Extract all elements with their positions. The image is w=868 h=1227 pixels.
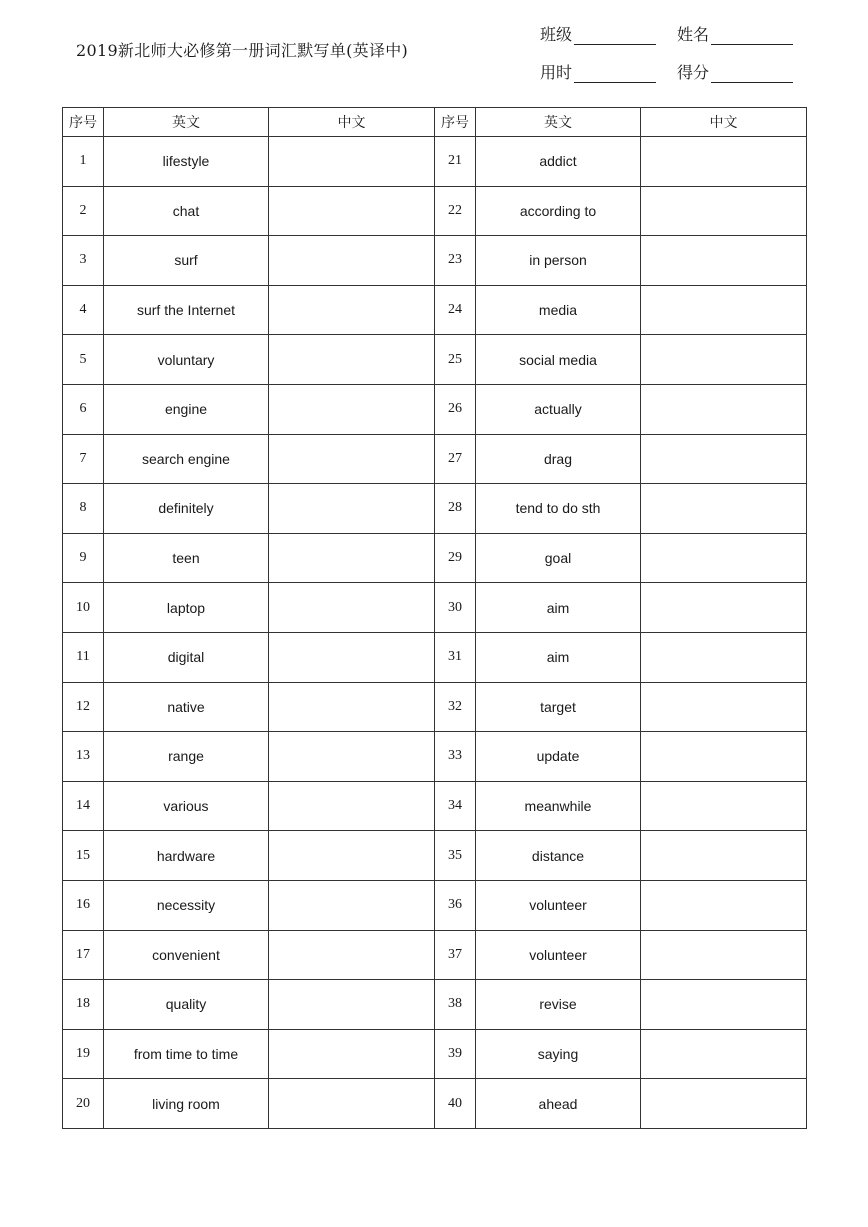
table-row — [63, 583, 807, 633]
chinese-answer-cell[interactable] — [269, 236, 435, 286]
table-row — [63, 980, 807, 1030]
page-title: 2019新北师大必修第一册词汇默写单(英译中) — [76, 41, 409, 60]
row-number: 39 — [435, 1029, 476, 1079]
row-number: 1 — [63, 137, 104, 187]
row-number: 11 — [63, 632, 104, 682]
time-label: 用时 — [540, 63, 573, 82]
chinese-answer-cell[interactable] — [641, 732, 807, 782]
chinese-answer-cell[interactable] — [641, 1079, 807, 1129]
chinese-answer-cell[interactable] — [641, 831, 807, 881]
chinese-answer-cell[interactable] — [269, 335, 435, 385]
class-blank[interactable] — [574, 27, 656, 45]
vocab-table — [62, 107, 807, 1129]
row-number: 40 — [435, 1079, 476, 1129]
table-row — [63, 533, 807, 583]
chinese-answer-cell[interactable] — [641, 186, 807, 236]
name-label: 姓名 — [677, 25, 710, 44]
row-number: 15 — [63, 831, 104, 881]
table-row — [63, 1079, 807, 1129]
english-word: teen — [104, 533, 269, 583]
english-word: chat — [104, 186, 269, 236]
english-word: hardware — [104, 831, 269, 881]
english-word: living room — [104, 1079, 269, 1129]
english-word: aim — [476, 583, 641, 633]
english-word: distance — [476, 831, 641, 881]
chinese-answer-cell[interactable] — [641, 682, 807, 732]
table-row — [63, 335, 807, 385]
chinese-answer-cell[interactable] — [269, 533, 435, 583]
table-row — [63, 632, 807, 682]
table-body — [63, 137, 807, 1129]
english-word: update — [476, 732, 641, 782]
english-word: necessity — [104, 880, 269, 930]
header-chinese-left: 中文 — [269, 108, 435, 137]
english-word: digital — [104, 632, 269, 682]
english-word: convenient — [104, 930, 269, 980]
row-number: 12 — [63, 682, 104, 732]
chinese-answer-cell[interactable] — [269, 384, 435, 434]
chinese-answer-cell[interactable] — [269, 980, 435, 1030]
row-number: 32 — [435, 682, 476, 732]
english-word: actually — [476, 384, 641, 434]
chinese-answer-cell[interactable] — [269, 1029, 435, 1079]
english-word: lifestyle — [104, 137, 269, 187]
table-row — [63, 186, 807, 236]
class-field — [540, 22, 656, 45]
table-row — [63, 484, 807, 534]
english-word: media — [476, 285, 641, 335]
row-number: 30 — [435, 583, 476, 633]
english-word: surf — [104, 236, 269, 286]
chinese-answer-cell[interactable] — [269, 930, 435, 980]
english-word: engine — [104, 384, 269, 434]
row-number: 20 — [63, 1079, 104, 1129]
chinese-answer-cell[interactable] — [641, 980, 807, 1030]
name-field — [677, 22, 793, 45]
chinese-answer-cell[interactable] — [641, 484, 807, 534]
english-word: volunteer — [476, 930, 641, 980]
chinese-answer-cell[interactable] — [269, 1079, 435, 1129]
english-word: revise — [476, 980, 641, 1030]
chinese-answer-cell[interactable] — [641, 384, 807, 434]
class-label: 班级 — [540, 25, 573, 44]
english-word: native — [104, 682, 269, 732]
chinese-answer-cell[interactable] — [269, 831, 435, 881]
chinese-answer-cell[interactable] — [269, 632, 435, 682]
chinese-answer-cell[interactable] — [269, 880, 435, 930]
table-row — [63, 930, 807, 980]
row-number: 29 — [435, 533, 476, 583]
chinese-answer-cell[interactable] — [269, 732, 435, 782]
table-row — [63, 434, 807, 484]
chinese-answer-cell[interactable] — [269, 186, 435, 236]
chinese-answer-cell[interactable] — [641, 434, 807, 484]
chinese-answer-cell[interactable] — [641, 335, 807, 385]
english-word: social media — [476, 335, 641, 385]
name-blank[interactable] — [711, 27, 793, 45]
english-word: quality — [104, 980, 269, 1030]
row-number: 22 — [435, 186, 476, 236]
row-number: 13 — [63, 732, 104, 782]
english-word: aim — [476, 632, 641, 682]
chinese-answer-cell[interactable] — [641, 781, 807, 831]
row-number: 18 — [63, 980, 104, 1030]
row-number: 35 — [435, 831, 476, 881]
row-number: 6 — [63, 384, 104, 434]
english-word: in person — [476, 236, 641, 286]
english-word: definitely — [104, 484, 269, 534]
english-word: target — [476, 682, 641, 732]
chinese-answer-cell[interactable] — [269, 484, 435, 534]
row-number: 3 — [63, 236, 104, 286]
row-number: 8 — [63, 484, 104, 534]
english-word: drag — [476, 434, 641, 484]
english-word: according to — [476, 186, 641, 236]
row-number: 34 — [435, 781, 476, 831]
chinese-answer-cell[interactable] — [641, 285, 807, 335]
header-num-right: 序号 — [435, 108, 476, 137]
table-row — [63, 831, 807, 881]
table-row — [63, 137, 807, 187]
header-english-right: 英文 — [476, 108, 641, 137]
row-number: 27 — [435, 434, 476, 484]
row-number: 31 — [435, 632, 476, 682]
english-word: goal — [476, 533, 641, 583]
english-word: meanwhile — [476, 781, 641, 831]
english-word: laptop — [104, 583, 269, 633]
row-number: 4 — [63, 285, 104, 335]
row-number: 33 — [435, 732, 476, 782]
chinese-answer-cell[interactable] — [641, 533, 807, 583]
row-number: 5 — [63, 335, 104, 385]
table-row — [63, 732, 807, 782]
english-word: volunteer — [476, 880, 641, 930]
english-word: surf the Internet — [104, 285, 269, 335]
header-chinese-right: 中文 — [641, 108, 807, 137]
english-word: tend to do sth — [476, 484, 641, 534]
row-number: 21 — [435, 137, 476, 187]
row-number: 25 — [435, 335, 476, 385]
table-header-row — [63, 108, 807, 137]
table-row — [63, 682, 807, 732]
row-number: 37 — [435, 930, 476, 980]
header-english-left: 英文 — [104, 108, 269, 137]
chinese-answer-cell[interactable] — [641, 137, 807, 187]
english-word: ahead — [476, 1079, 641, 1129]
row-number: 9 — [63, 533, 104, 583]
english-word: from time to time — [104, 1029, 269, 1079]
chinese-answer-cell[interactable] — [269, 781, 435, 831]
chinese-answer-cell[interactable] — [269, 682, 435, 732]
chinese-answer-cell[interactable] — [641, 583, 807, 633]
english-word: voluntary — [104, 335, 269, 385]
header-num-left: 序号 — [63, 108, 104, 137]
english-word: range — [104, 732, 269, 782]
chinese-answer-cell[interactable] — [269, 285, 435, 335]
chinese-answer-cell[interactable] — [641, 880, 807, 930]
table-row — [63, 781, 807, 831]
chinese-answer-cell[interactable] — [641, 632, 807, 682]
row-number: 36 — [435, 880, 476, 930]
row-number: 17 — [63, 930, 104, 980]
english-word: saying — [476, 1029, 641, 1079]
english-word: search engine — [104, 434, 269, 484]
chinese-answer-cell[interactable] — [641, 930, 807, 980]
row-number: 16 — [63, 880, 104, 930]
chinese-answer-cell[interactable] — [269, 583, 435, 633]
english-word: various — [104, 781, 269, 831]
row-number: 7 — [63, 434, 104, 484]
chinese-answer-cell[interactable] — [641, 236, 807, 286]
table-row — [63, 236, 807, 286]
row-number: 10 — [63, 583, 104, 633]
table-row — [63, 880, 807, 930]
score-blank[interactable] — [711, 65, 793, 83]
row-number: 19 — [63, 1029, 104, 1079]
table-row — [63, 384, 807, 434]
row-number: 2 — [63, 186, 104, 236]
row-number: 38 — [435, 980, 476, 1030]
row-number: 23 — [435, 236, 476, 286]
chinese-answer-cell[interactable] — [269, 137, 435, 187]
table-row — [63, 1029, 807, 1079]
score-field — [677, 60, 793, 83]
english-word: addict — [476, 137, 641, 187]
score-label: 得分 — [677, 63, 710, 82]
time-blank[interactable] — [574, 65, 656, 83]
chinese-answer-cell[interactable] — [641, 1029, 807, 1079]
chinese-answer-cell[interactable] — [269, 434, 435, 484]
time-field — [540, 60, 656, 83]
row-number: 14 — [63, 781, 104, 831]
row-number: 26 — [435, 384, 476, 434]
row-number: 28 — [435, 484, 476, 534]
row-number: 24 — [435, 285, 476, 335]
table-row — [63, 285, 807, 335]
